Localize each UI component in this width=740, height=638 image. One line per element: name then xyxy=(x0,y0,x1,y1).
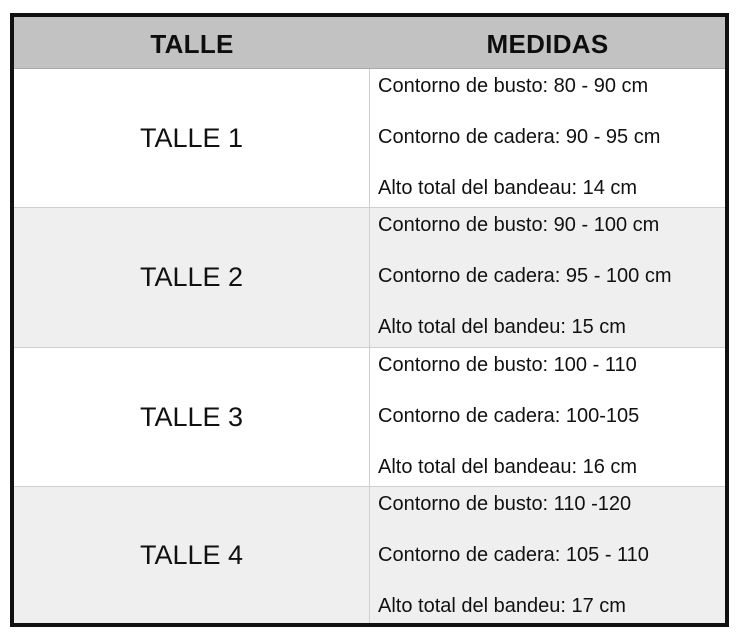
medida-cadera: Contorno de cadera: 95 - 100 cm xyxy=(378,265,672,287)
medida-busto: Contorno de busto: 110 -120 xyxy=(378,493,632,515)
medida-busto: Contorno de busto: 100 - 110 xyxy=(378,354,637,376)
header-medidas: MEDIDAS xyxy=(486,29,609,59)
medida-busto: Contorno de busto: 90 - 100 cm xyxy=(378,214,660,236)
table-row xyxy=(14,208,725,348)
header-talle: TALLE xyxy=(150,29,234,59)
medidas-cell xyxy=(370,208,725,347)
medidas-cell xyxy=(370,487,725,623)
medida-busto: Contorno de busto: 80 - 90 cm xyxy=(378,75,649,97)
table-header-row xyxy=(14,17,725,69)
medida-cadera: Contorno de cadera: 100-105 xyxy=(378,405,640,427)
medida-cadera: Contorno de cadera: 90 - 95 cm xyxy=(378,126,661,148)
table-row xyxy=(14,69,725,208)
talle-cell: TALLE 3 xyxy=(14,348,370,486)
medidas-cell xyxy=(370,348,725,486)
medida-alto: Alto total del bandeau: 16 cm xyxy=(378,456,638,478)
medida-alto: Alto total del bandeau: 14 cm xyxy=(378,177,638,199)
medidas-cell xyxy=(370,69,725,207)
medida-cadera: Contorno de cadera: 105 - 110 xyxy=(378,544,649,566)
table-row xyxy=(14,348,725,487)
size-table xyxy=(10,13,729,627)
talle-cell: TALLE 1 xyxy=(14,69,370,207)
table-row xyxy=(14,487,725,623)
talle-cell: TALLE 2 xyxy=(14,208,370,347)
talle-cell: TALLE 4 xyxy=(14,487,370,623)
medida-alto: Alto total del bandeu: 17 cm xyxy=(378,595,626,617)
medida-alto: Alto total del bandeu: 15 cm xyxy=(378,316,626,338)
